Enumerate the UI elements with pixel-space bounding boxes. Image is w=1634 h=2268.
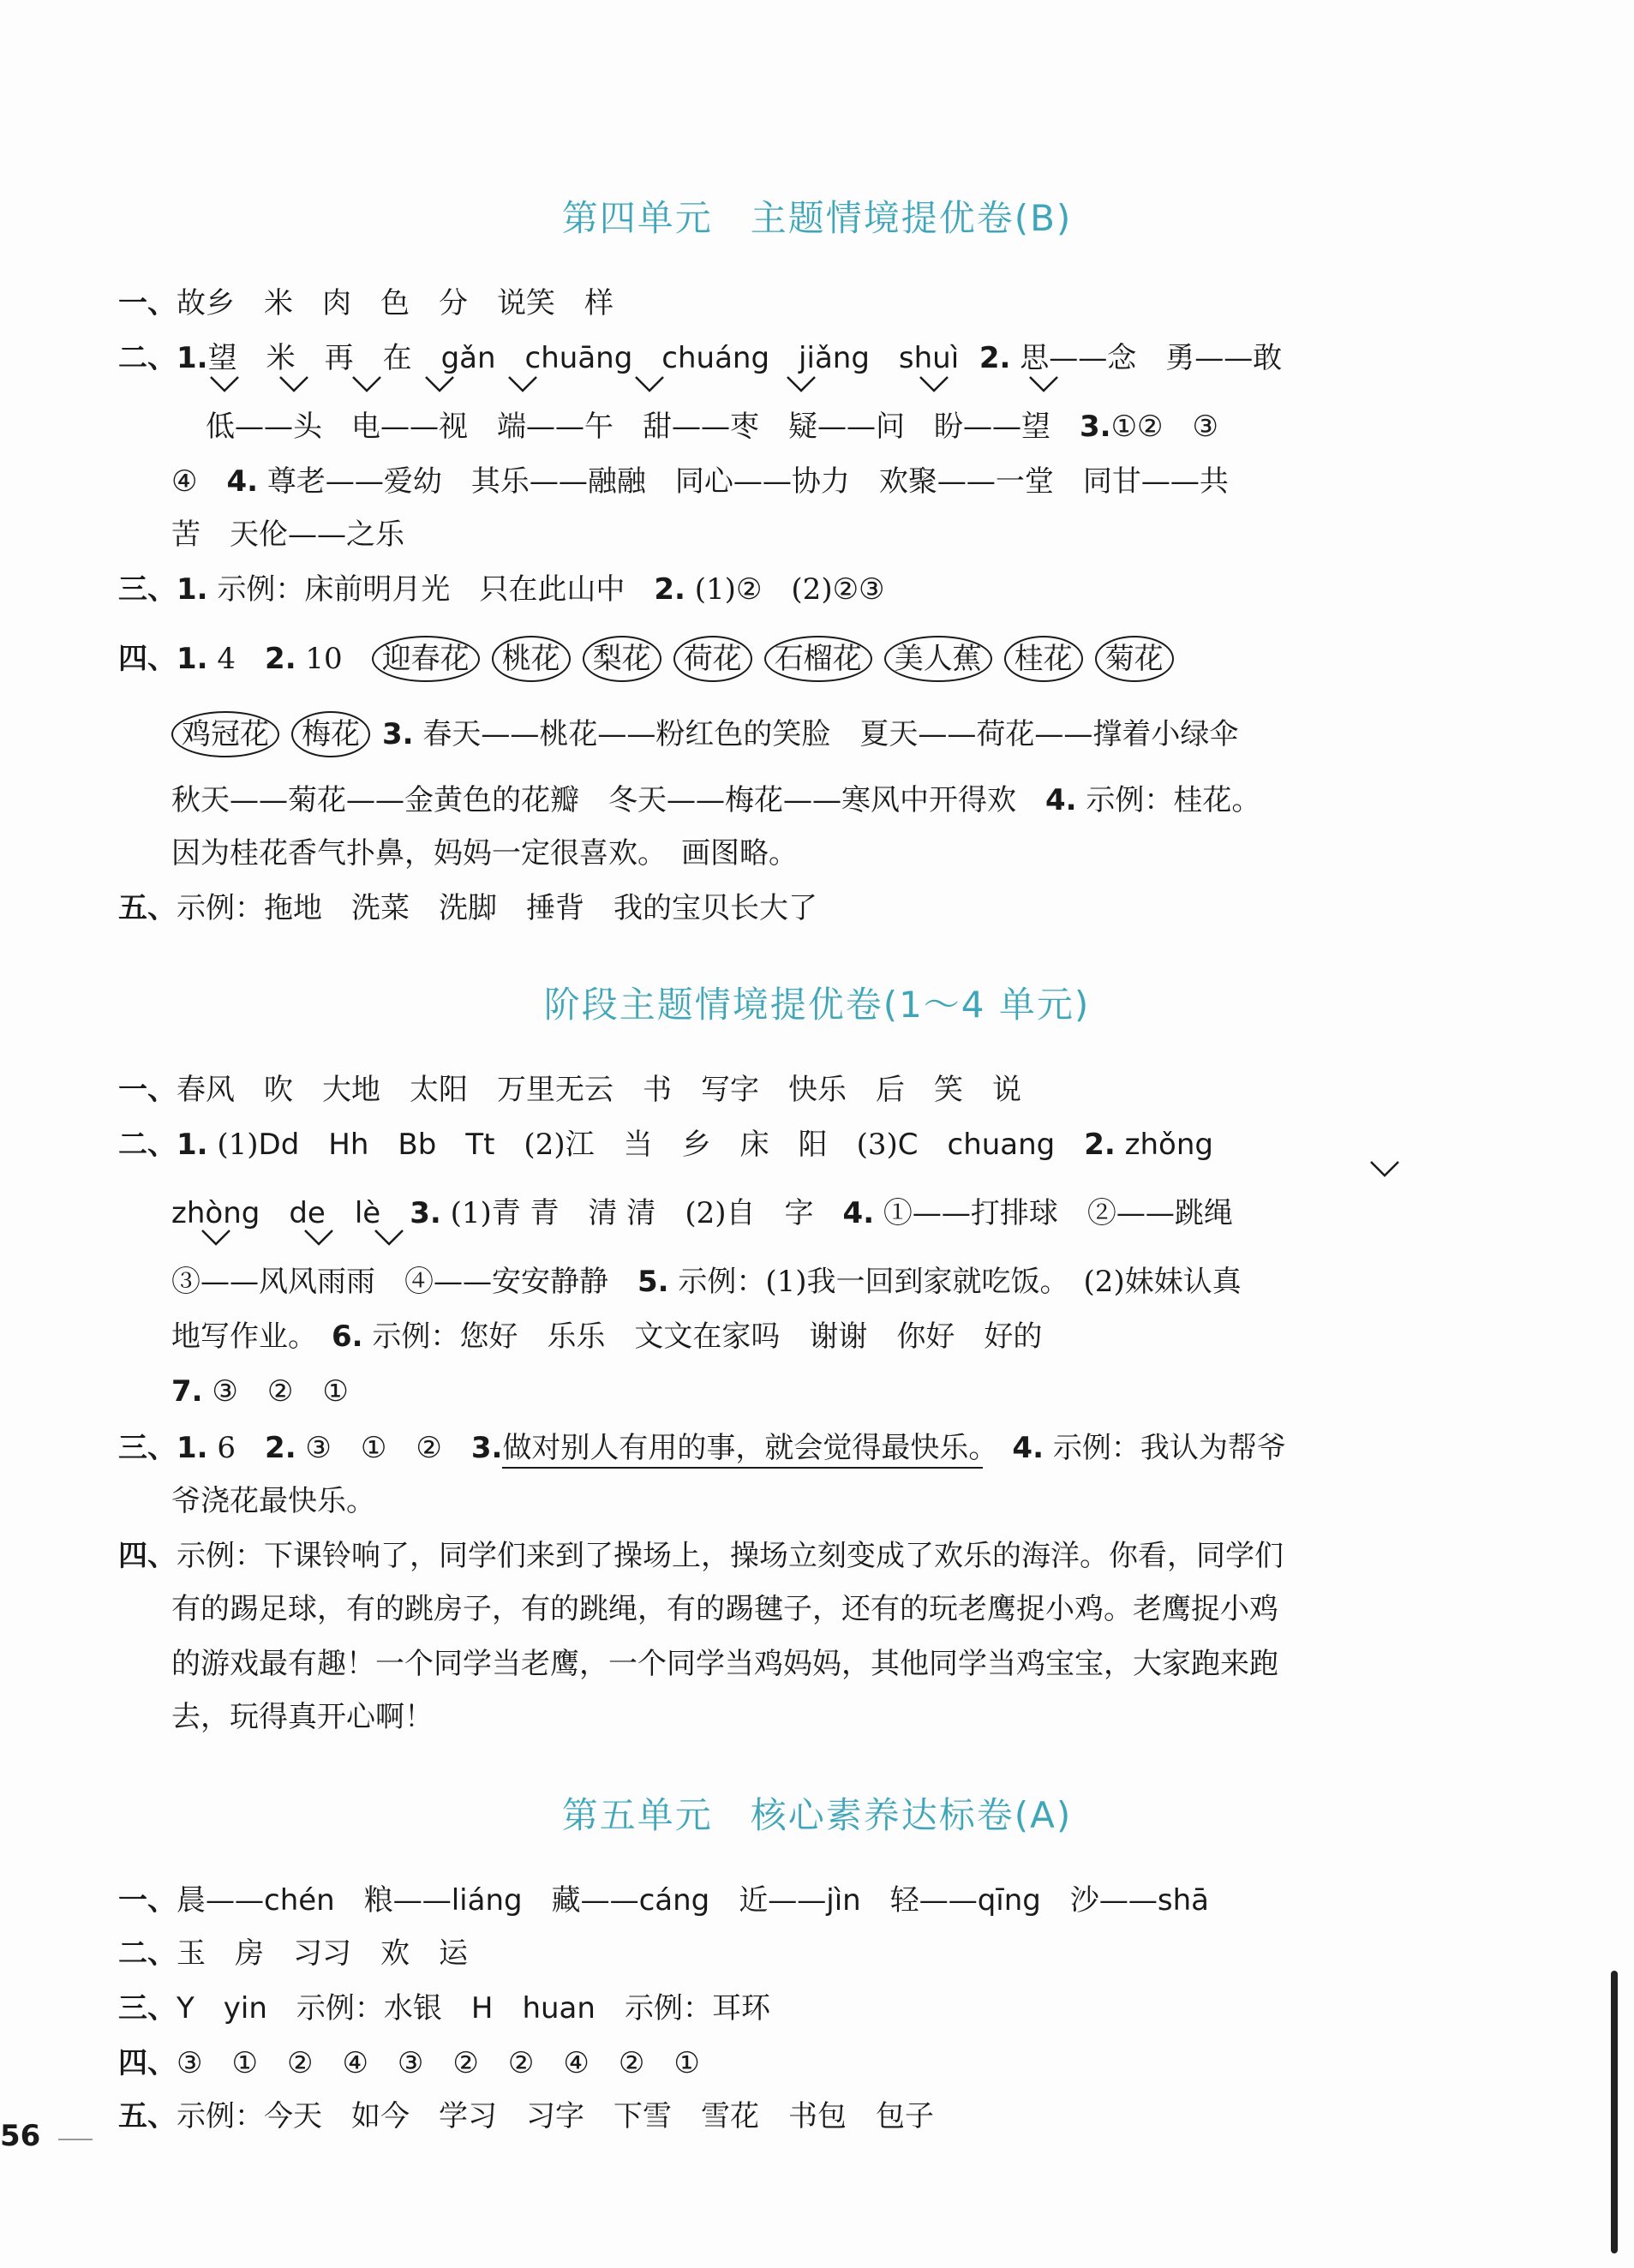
- s1-q3: 三、1. 示例：床前明月光 只在此山中 2. (1)② (2)②③: [118, 572, 885, 607]
- circled-word: 荷花: [673, 636, 752, 682]
- s1-q4-cont: 鸡冠花 梅花 3. 春天——桃花——粉红色的笑脸 夏天——荷花——撑着小绿伞: [171, 711, 1238, 745]
- s3-q4: 四、③ ① ② ④ ③ ② ② ④ ② ①: [118, 2046, 700, 2080]
- check-mark-icon: [422, 374, 457, 394]
- s2-q3-cont: 爷浇花最快乐。: [171, 1484, 375, 1518]
- circled-word: 桂花: [1004, 636, 1083, 682]
- check-mark-icon: [632, 374, 667, 394]
- check-mark-icon: [917, 374, 951, 394]
- s1-q5: 五、示例：拖地 洗菜 洗脚 捶背 我的宝贝长大了: [118, 891, 817, 925]
- circled-word: 桃花: [492, 636, 571, 682]
- check-mark-icon: [506, 374, 540, 394]
- check-mark-icon: [1026, 374, 1061, 394]
- section-title-unit4-b: 第四单元 主题情境提优卷(B): [561, 197, 1073, 239]
- s2-q2: 二、1. (1)Dd Hh Bb Tt (2)江 当 乡 床 阳 (3)C chuang 2. zhǒng: [118, 1128, 1213, 1162]
- scan-edge-shadow: [1611, 1971, 1618, 2253]
- s2-q3: 三、1. 6 2. ③ ① ② 3.做对别人有用的事，就会觉得最快乐。 4. 示例：我认为帮爷: [118, 1431, 1286, 1465]
- check-mark-icon: [277, 374, 311, 394]
- s3-q5: 五、示例：今天 如今 学习 习字 下雪 雪花 书包 包子: [118, 2099, 934, 2133]
- s2-q4: 四、示例：下课铃响了，同学们来到了操场上，操场立刻变成了欢乐的海洋。你看，同学们: [118, 1539, 1284, 1573]
- s1-q2-pairs: 低——头 电——视 端——午 甜——枣 疑——问 盼——望 3.①② ③: [206, 410, 1219, 444]
- s1-q2-idioms: ④ 4. 尊老——爱幼 其乐——融融 同心——协力 欢聚——一堂 同甘——共: [171, 464, 1229, 499]
- check-mark-icon: [1368, 1158, 1402, 1179]
- page-number: 56: [0, 2119, 41, 2153]
- s2-q1: 一、春风 吹 大地 太阳 万里无云 书 写字 快乐 后 笑 说: [118, 1073, 1021, 1107]
- circled-word: 美人蕉: [884, 636, 992, 682]
- circled-word: 梨花: [583, 636, 661, 682]
- check-mark-icon: [372, 1227, 406, 1248]
- page-number-rule: [58, 2139, 93, 2140]
- s2-q4-l3: 的游戏最有趣！一个同学当老鹰，一个同学当鸡妈妈，其他同学当鸡宝宝，大家跑来跑: [171, 1647, 1278, 1681]
- s2-q2-items: ③——风风雨雨 ④——安安静静 5. 示例：(1)我一回到家就吃饭。 (2)妹妹认真: [171, 1265, 1242, 1299]
- s1-q2-cont: 苦 天伦——之乐: [171, 518, 404, 552]
- s3-q3: 三、Y yin 示例：水银 H huan 示例：耳环: [118, 1991, 770, 2026]
- check-mark-icon: [350, 374, 384, 394]
- s1-q1: 一、故乡 米 肉 色 分 说笑 样: [118, 286, 613, 320]
- section-title-unit5-a: 第五单元 核心素养达标卷(A): [561, 1794, 1073, 1836]
- underlined-sentence: 做对别人有用的事，就会觉得最快乐。: [502, 1431, 983, 1469]
- s1-q4-reason: 因为桂花香气扑鼻，妈妈一定很喜欢。 画图略。: [171, 836, 798, 871]
- circled-word: 菊花: [1095, 636, 1174, 682]
- s2-q2-order: 7. ③ ② ①: [171, 1374, 349, 1409]
- section-title-stage-1-4: 阶段主题情境提优卷(1～4 单元): [543, 984, 1091, 1026]
- circled-word: 石榴花: [764, 636, 872, 682]
- check-mark-icon: [784, 374, 818, 394]
- s2-q4-l2: 有的踢足球，有的跳房子，有的跳绳，有的踢毽子，还有的玩老鹰捉小鸡。老鹰捉小鸡: [171, 1592, 1278, 1626]
- s2-q2-greet: 地写作业。 6. 示例：您好 乐乐 文文在家吗 谢谢 你好 好的: [171, 1320, 1043, 1354]
- check-mark-icon: [199, 1227, 233, 1248]
- s3-q2: 二、玉 房 习习 欢 运: [118, 1936, 468, 1971]
- circled-word: 迎春花: [372, 636, 480, 682]
- circled-word: 梅花: [291, 711, 370, 757]
- check-mark-icon: [207, 374, 242, 394]
- check-mark-icon: [302, 1227, 336, 1248]
- s1-q2: 二、1.望 米 再 在 gǎn chuāng chuáng jiǎng shuì 2. 思——念 勇——敢: [118, 341, 1283, 375]
- circled-word: 鸡冠花: [171, 711, 279, 757]
- s2-q4-l4: 去，玩得真开心啊！: [171, 1700, 434, 1734]
- s3-q1: 一、晨——chén 粮——liáng 藏——cáng 近——jìn 轻——qīng 沙——shā: [118, 1883, 1209, 1918]
- s1-q4: 四、1. 4 2. 10 迎春花 桃花 梨花 荷花 石榴花 美人蕉 桂花 菊花: [118, 636, 1186, 670]
- s1-q4-seasons: 秋天——菊花——金黄色的花瓣 冬天——梅花——寒风中开得欢 4. 示例：桂花。: [171, 783, 1261, 817]
- s2-q2-cont: zhòng de lè 3. (1)青 青 清 清 (2)自 字 4. ①——打排球 ②——跳绳: [171, 1196, 1233, 1230]
